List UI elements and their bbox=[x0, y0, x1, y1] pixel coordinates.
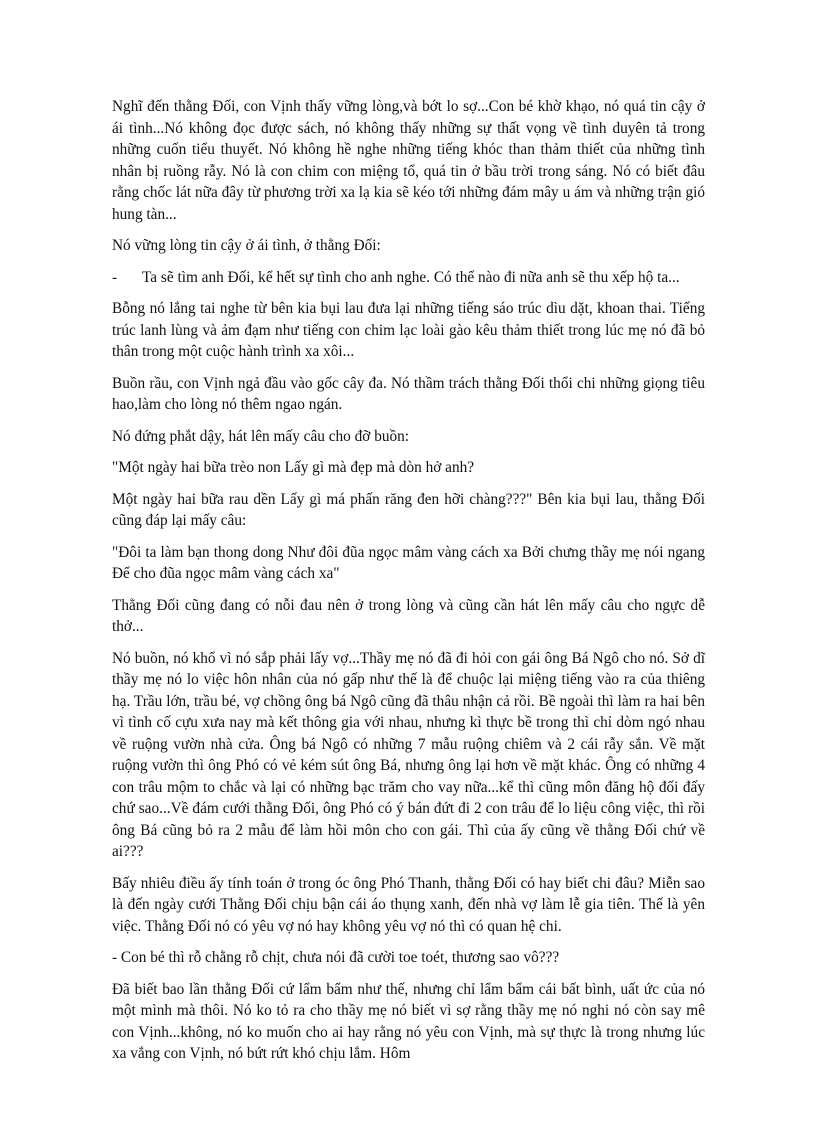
document-page bbox=[112, 96, 705, 1075]
paragraph: Bấy nhiêu điều ấy tính toán ở trong óc ông Phó Thanh, thằng Đối có hay biết chi đâu? Miễn sao là đến ngày cưới Thằng Đối chịu bận cái áo thụng xanh, đến nhà vợ làm lễ gia tiên. Thế là yên việc. Thằng Đối nó có yêu vợ nó hay không yêu vợ nó thì có quan hệ chi. bbox=[112, 874, 705, 935]
dash-marker: - bbox=[112, 268, 118, 286]
paragraph: - Con bé thì rỗ chằng rỗ chịt, chưa nói đã cười toe toét, thương sao vô??? bbox=[112, 949, 560, 966]
paragraph: Nghĩ đến thằng Đối, con Vịnh thấy vững lòng,và bớt lo sợ...Con bé khờ khạo, nó quá tin cậy ở ái tình...Nó không đọc được sách, nó không thấy những sự thất vọng về tình duyên tả trong những cuốn tiểu thuyết. Nó không hề nghe những tiếng khóc than thảm thiết của những tình nhân bị ruồng rẫy. Nó là con chim con miệng tổ, quá tin ở bầu trời trong sáng. Nó có biết đâu rằng chốc lát nữa đây từ phương trời xa lạ kia sẽ kéo tới những đám mây u ám và những trận gió hung tàn... bbox=[112, 98, 705, 223]
paragraph: Buồn rầu, con Vịnh ngả đầu vào gốc cây đa. Nó thầm trách thằng Đối thổi chi những giọng tiêu hao,làm cho lòng nó thêm ngao ngán. bbox=[112, 374, 705, 413]
paragraph: Nó vững lòng tin cậy ở ái tình, ở thằng Đối: bbox=[112, 237, 381, 254]
song-line: "Đôi ta làm bạn thong dong Như đôi đũa ngọc mâm vàng cách xa Bởi chưng thầy mẹ nói ngang Để cho đũa ngọc mâm vàng cách xa" bbox=[112, 543, 705, 582]
song-line: Một ngày hai bữa rau dền Lấy gì má phấn răng đen hỡi chàng???" Bên kia bụi lau, thằng Đối cũng đáp lại mấy câu: bbox=[112, 490, 705, 529]
paragraph: Nó buồn, nó khổ vì nó sắp phải lấy vợ...Thầy mẹ nó đã đi hỏi con gái ông Bá Ngô cho nó. Sở dĩ thầy mẹ nó lo việc hôn nhân của nó gấp như thế là để chuộc lại miệng tiếng vào ra của thiêng hạ. Trầu lớn, trầu bé, vợ chồng ông bá Ngô cũng đã thâu nhận cả rồi. Bề ngoài thì làm ra hai bên vì tình cố cựu xưa nay mà kết thông gia với nhau, nhưng kì thực bề trong thì chỉ dòm ngó nhau về ruộng vườn nhà cửa. Ông bá Ngô có những 7 mẫu ruộng chiêm và 2 cái rẫy sắn. Về mặt ruộng vườn thì ông Phó có vẻ kém sút ông Bá, nhưng ông lại hơn về mặt khác. Ông có những 4 con trâu mộm to chắc và lại có những bạc trăm cho vay nữa...kể thì cũng môn đăng hộ đối đấy chứ sao...Về đám cưới thằng Đối, ông Phó có ý bán đứt đi 2 con trâu để lo liệu công việc, thì rồi ông Bá cũng bỏ ra 2 mẫu để làm hồi môn cho con gái. Thì của ấy cũng về thằng Đối chứ về ai??? bbox=[112, 649, 705, 860]
dialogue-text: Ta sẽ tìm anh Đối, kể hết sự tình cho anh nghe. Có thế nào đi nữa anh sẽ thu xếp hộ ta... bbox=[142, 268, 680, 286]
paragraph: Nó đứng phắt dậy, hát lên mấy câu cho đỡ buồn: bbox=[112, 427, 410, 445]
paragraph: Đã biết bao lần thằng Đối cứ lẩm bẩm như thế, nhưng chỉ lẩm bẩm cái bất bình, uất ức của nó một mình mà thôi. Nó ko tỏ ra cho thầy mẹ nó biết vì sợ rằng thầy mẹ nó nghi nó còn say mê con Vịnh...không, nó ko muốn cho ai hay rằng nó yêu con Vịnh, mà sự thực là trong nhưng lúc xa vắng con Vịnh, nó bứt rứt khó chịu lắm. Hôm bbox=[112, 980, 705, 1062]
song-line: "Một ngày hai bữa trèo non Lấy gì mà đẹp mà dòn hở anh? bbox=[112, 459, 475, 476]
dialogue-paragraph bbox=[112, 267, 705, 289]
paragraph: Bỗng nó lắng tai nghe từ bên kia bụi lau đưa lại những tiếng sáo trúc dìu dặt, khoan thai. Tiếng trúc lanh lùng và ảm đạm như tiếng con chim lạc loài gào kêu thảm thiết trong lúc mẹ nó đã bỏ thân trong một cuộc hành trình xa xôi... bbox=[112, 300, 705, 360]
paragraph: Thằng Đối cũng đang có nỗi đau nên ở trong lòng và cũng cần hát lên mấy câu cho ngực dễ thở... bbox=[112, 596, 705, 635]
